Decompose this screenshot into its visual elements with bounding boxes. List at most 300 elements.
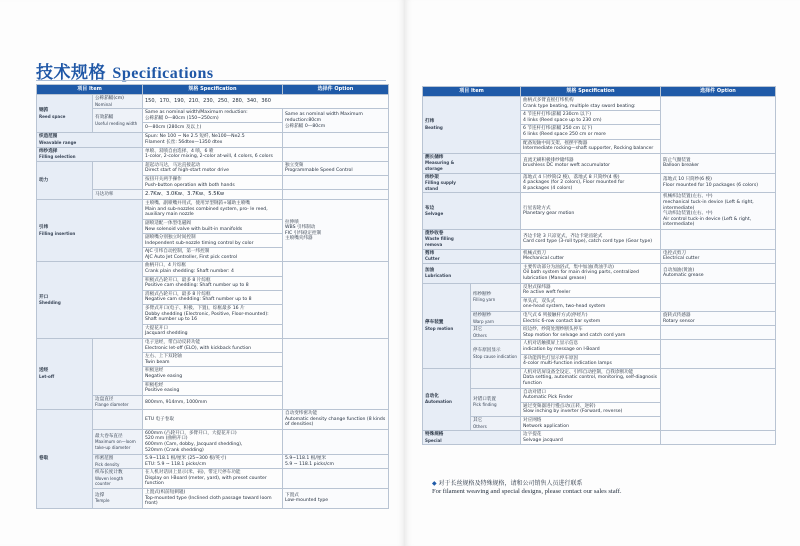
cell-text: Stop motion for selvage and catch cord yarn xyxy=(523,332,626,338)
row-spec xyxy=(143,305,283,325)
row-spec: ETU 电子卷取 xyxy=(143,409,283,429)
cell-text-en: Lubrication xyxy=(425,273,452,279)
cell-text: 副喷嘴分别独立时间控制 xyxy=(145,235,196,241)
cell-text-en: Stop motion xyxy=(425,325,454,331)
cell-text-en: Reed space xyxy=(39,113,66,119)
row-spec xyxy=(143,200,283,220)
cell-text: Automatic Pick Finder xyxy=(523,395,573,401)
row-spec xyxy=(143,248,283,262)
row-subcategory xyxy=(471,326,521,340)
cell-text: Filament 长丝: 56dtex—1350 dtex xyxy=(145,139,223,145)
cell-text: Dobby shedding (Electronic, Positive, Floor-mounted): Shaft number up to 16 xyxy=(145,311,269,323)
table-row xyxy=(37,339,389,353)
cell-text: 自动对错口 xyxy=(523,389,546,395)
row-option xyxy=(661,173,776,193)
cell-text-en: Selvage xyxy=(425,211,444,217)
row-option xyxy=(661,229,776,249)
cell-text: 超起动马达，马达直接起动 xyxy=(145,162,201,168)
cell-text: 4 links (Reed space up to 230 cm) xyxy=(523,117,602,123)
cell-text: 通过变频器进行慢点动(正转、逆转) xyxy=(523,403,596,409)
cell-text: Air control tuck-in device (Left & right, xyxy=(663,216,752,222)
cell-text: Intermediate rocking—shaft supporter, Rocking balancer xyxy=(523,146,654,152)
row-category xyxy=(423,229,521,249)
table-row xyxy=(37,262,389,276)
cell-text: Positive easing xyxy=(145,388,180,394)
cell-text: 人机对话屏设备全设定、引纬自动控制，自我诊断功能 xyxy=(523,369,634,375)
cell-text: Oil bath system for main driving parts, centralized xyxy=(523,270,639,276)
row-spec xyxy=(143,175,283,189)
cell-text: 积极送经 xyxy=(145,368,164,374)
row-subcategory xyxy=(471,368,521,388)
cell-text-en: stand xyxy=(425,185,439,191)
cell-text: New solenoid valve with built-in manifolds xyxy=(145,226,243,232)
row-subcategory xyxy=(93,395,143,409)
cell-text: 直流无刷积极排纱储纬器 xyxy=(523,157,574,163)
title-cn: 技术规格 xyxy=(36,63,106,83)
cell-text: 曲柄开口，4 片综框 xyxy=(145,263,187,269)
row-subcategory xyxy=(93,95,143,109)
cell-text: Electrical cutter xyxy=(663,256,700,262)
cell-text-en: Woven length counter xyxy=(95,475,124,487)
cell-text: 单喷、双喷自由选择、4 喷、6 喷 xyxy=(145,148,214,154)
cell-text: 自动变纬密功能 xyxy=(285,410,318,416)
row-spec xyxy=(521,388,661,402)
row-spec xyxy=(521,229,661,249)
cell-text: 520mm (Crank shedding) xyxy=(145,447,204,453)
cell-text: 测长储纬 xyxy=(425,154,444,160)
footnote-en: For filament weaving and special designs, please contact our sales staff. xyxy=(432,488,622,495)
cell-text: 剪纬 xyxy=(425,250,435,256)
row-option xyxy=(661,153,776,173)
row-subcategory xyxy=(471,340,521,368)
cell-text: Positive cam shedding: Shaft number up to 8 xyxy=(145,283,249,289)
cell-text: 6 节连杆打纬(筘幅 250 cm 以下) xyxy=(523,126,593,132)
table-row xyxy=(423,368,776,388)
row-spec xyxy=(521,312,661,326)
row-spec xyxy=(521,368,661,388)
cell-text-en: Beating xyxy=(425,124,443,130)
cell-text: 副喷适配一体型电磁阀 xyxy=(145,220,191,226)
cell-text: 行星齿轮方式 xyxy=(523,205,551,211)
table-row xyxy=(423,193,776,230)
cell-text: 主喷嘴夹纬器 xyxy=(285,236,313,242)
row-option xyxy=(283,147,389,161)
cell-text: 加油 xyxy=(425,267,435,273)
bullet-icon: ◆ xyxy=(432,480,439,487)
cell-text: 最大卷布直径 xyxy=(95,433,123,439)
cell-text: 有效筘幅 xyxy=(95,115,114,121)
row-spec xyxy=(521,340,661,354)
row-spec xyxy=(521,326,661,340)
cell-text: 曲柄式多臂直摇打纬机构 xyxy=(523,98,574,103)
cell-text: 单头式，双头式 xyxy=(523,298,556,304)
row-category xyxy=(423,249,521,263)
cell-text: 积极式凸轮开口，最多 8 片综框 xyxy=(145,277,211,283)
table-row xyxy=(37,133,389,147)
cell-text: 机械织边装置(左右、中) xyxy=(663,194,713,200)
row-spec xyxy=(521,297,661,311)
cell-text-en: Temple xyxy=(95,498,110,504)
table-row xyxy=(423,312,776,326)
cell-text: 电控式剪刀 xyxy=(663,250,686,256)
cell-text: Negative cam shedding: Shaft number up to 8 xyxy=(145,297,252,303)
row-option xyxy=(661,283,776,311)
row-option xyxy=(661,312,776,326)
cell-text: Display on I-Board (meter, yard), with preset counter function xyxy=(145,475,267,487)
cell-text: 对应网络 xyxy=(523,417,542,423)
cell-text: 旋转式传感器 xyxy=(663,313,691,318)
row-spec xyxy=(143,381,283,395)
cell-text: Planetary gear motion xyxy=(523,211,575,217)
cell-text: 1-color, 2-color mixing, 2-color at-will, 4 colors, 6 colors xyxy=(145,154,273,160)
cell-text-en: Special xyxy=(425,437,442,443)
cell-text-en: Nominal xyxy=(95,101,112,107)
cell-text: 多臂式开口(电子、积极、下置)，综框最多 16 片 xyxy=(145,306,245,312)
row-spec xyxy=(521,263,661,283)
row-category xyxy=(423,368,471,430)
cell-text: 4 packages (for 2 colors), Floor mounted for xyxy=(523,180,625,186)
cell-text: Crank type beating, multiple stay sword beating: xyxy=(523,103,636,109)
cell-text: 公称筘幅 0—80cm xyxy=(285,123,326,129)
row-subcategory xyxy=(93,339,143,396)
row-option xyxy=(283,455,389,469)
cell-text: 防止气圈装置 xyxy=(663,157,691,163)
row-category xyxy=(37,147,143,161)
cell-text: 送经 xyxy=(39,368,49,374)
row-subcategory xyxy=(471,283,521,311)
row-option xyxy=(661,340,776,368)
cell-text: 反射式探纬器 xyxy=(523,284,551,290)
cell-text: 人机对话触摸屏上显示信息 xyxy=(523,341,579,347)
cell-text: 纬纱架 xyxy=(425,174,439,180)
cell-text: 公称筘幅 0—80cm (150~250cm) xyxy=(145,115,219,121)
table-row xyxy=(423,229,776,249)
cell-text: 消极式凸轮开口，最多 8 片综框 xyxy=(145,291,211,297)
cell-text: 经纱断纱 xyxy=(473,313,492,318)
row-spec xyxy=(143,290,283,304)
cell-text-en: Let-off xyxy=(39,373,55,379)
col-item-header: 项目 Item xyxy=(37,85,143,95)
row-spec xyxy=(143,109,283,123)
row-subcategory xyxy=(93,469,143,489)
table-row xyxy=(37,161,389,175)
row-spec xyxy=(143,367,283,381)
cell-text: Main and sub-nozzles combined system, pro- le reed, auxiliary main nozzle xyxy=(145,206,268,218)
row-spec xyxy=(143,429,283,454)
row-spec xyxy=(521,153,661,173)
row-subcategory xyxy=(93,429,143,454)
row-category: 卷取 xyxy=(37,409,93,508)
cell-text: Floor mounted for 10 packages (6 colors) xyxy=(663,182,759,188)
row-spec xyxy=(143,339,283,353)
cell-text: Data setting, automatic control, monitoring, self-diagnosis function xyxy=(523,375,658,386)
cell-text: Re active weft feeler xyxy=(523,290,571,296)
row-category xyxy=(423,173,521,193)
row-option xyxy=(283,190,389,200)
cell-text: 520 mm (曲柄开口) xyxy=(145,436,188,442)
row-option xyxy=(283,175,389,189)
cell-text-en: Useful reeding width xyxy=(95,120,138,126)
cell-text: 布边 xyxy=(425,205,435,211)
row-subcategory xyxy=(471,388,521,416)
row-spec xyxy=(143,161,283,175)
cell-text-en: storage xyxy=(425,165,443,171)
row-spec xyxy=(143,353,283,367)
row-subcategory xyxy=(93,109,143,133)
cell-text: 按扭开关两手操作 xyxy=(145,176,182,182)
cell-text: 600mm (Cam, dobby, Jacquard shedding), xyxy=(145,441,243,447)
cell-text: Independent sub-nozzle timing control by color xyxy=(145,240,254,246)
row-subcategory xyxy=(93,455,143,469)
row-spec xyxy=(143,469,283,489)
row-spec xyxy=(521,354,661,368)
col-spec-header: 规格 Specification xyxy=(521,87,661,97)
cell-text: 拉伸喷 xyxy=(285,219,299,225)
cell-text: Direct start of high-start motor drive xyxy=(145,168,229,174)
title-divider xyxy=(36,80,386,81)
cell-text: 独立变频 xyxy=(285,162,304,168)
cell-text: Push-button operation with both hands xyxy=(145,182,235,188)
cell-text-en: Pick density xyxy=(95,461,120,467)
table-row xyxy=(423,263,776,283)
cell-text-en: Others xyxy=(473,332,487,338)
table-header xyxy=(37,85,389,95)
row-subcategory xyxy=(93,161,143,189)
cell-text-en: Pick finding xyxy=(473,402,497,408)
cell-text: 纬密范围 xyxy=(95,456,114,462)
cell-text: 钢筘 xyxy=(39,108,49,114)
cell-text: 织布长度计数 xyxy=(95,470,123,476)
table-row xyxy=(423,283,776,297)
table-row xyxy=(37,409,389,429)
cell-text: 积极松经 xyxy=(145,382,164,388)
spec-table-left xyxy=(36,84,389,509)
row-spec xyxy=(143,489,283,509)
spec-table-right xyxy=(422,86,776,445)
row-spec xyxy=(521,416,661,430)
cell-text: Low-mounted type xyxy=(285,498,329,504)
cell-text: 电子送经，带自动反转功能 xyxy=(145,340,201,345)
row-subcategory xyxy=(471,312,521,326)
row-category: 动力 xyxy=(37,161,93,199)
row-option xyxy=(283,409,389,429)
row-spec xyxy=(521,111,661,125)
cell-text: 6 links (Reed space 250 cm or more xyxy=(523,131,606,137)
cell-text: 引纬 xyxy=(39,225,49,231)
row-category xyxy=(37,95,93,133)
cell-text-en: Filling insertion xyxy=(39,230,76,236)
cell-text: 多功能四色灯显示停车原因 xyxy=(523,355,579,361)
cell-text: mechanical tuck-in device (Left & right, xyxy=(663,199,754,205)
table-header xyxy=(423,87,776,97)
cell-text: Negative easing xyxy=(145,373,183,379)
cell-text: 机械式剪刀 xyxy=(523,250,546,256)
cell-text: 主喷嘴、副喷嘴并用式，使用异型钢筘+辅助主喷嘴 xyxy=(145,201,250,207)
cell-text: 8 packages (4 colors) xyxy=(523,185,573,191)
cell-text-en: Filling yarn xyxy=(473,297,496,303)
cell-text: FIC 引纬稳定控制 xyxy=(285,230,322,236)
row-category xyxy=(423,431,521,445)
row-spec xyxy=(521,402,661,416)
row-spec xyxy=(521,139,661,153)
row-spec: 2.7Kw、3.0Kw、3.7Kw、5.5Kw xyxy=(143,190,283,200)
cell-text: 5.9~118.1 根/厘米 (25~300 根/英寸) xyxy=(145,456,227,462)
row-category xyxy=(37,262,143,339)
row-category xyxy=(37,133,143,147)
cell-text: 4 节连杆打纬(筘幅 230cm 以下) xyxy=(523,112,592,118)
cell-text: 公称筘幅(cm) xyxy=(95,96,124,101)
cell-text: ETU: 5.9 ~ 118.1 picks/cm xyxy=(145,461,207,467)
cell-text: Same as nominal width Maximum xyxy=(285,112,363,118)
row-category xyxy=(423,97,521,154)
row-subcategory: 马达功率 xyxy=(93,190,143,200)
cell-text: 4-color multi-function indication lamps xyxy=(523,361,612,367)
row-spec xyxy=(143,324,283,338)
cell-text: reduction:80cm xyxy=(285,117,322,123)
table-row xyxy=(37,200,389,220)
row-option xyxy=(283,109,389,133)
cell-text-en: Shedding xyxy=(39,300,61,306)
cell-text-en: Cutter xyxy=(425,256,440,262)
table-row xyxy=(423,173,776,193)
row-subcategory xyxy=(471,416,521,430)
cell-text: 600mm (凸轮开口，多臂开口，大提花开口) xyxy=(145,430,237,436)
row-spec xyxy=(143,219,283,233)
cell-text: 齐边卡轮 3 只凉宽式，齐边卡轮齿轮式 xyxy=(523,233,603,239)
col-item-header: 项目 Item xyxy=(423,87,521,97)
cell-text: 大提花开口 xyxy=(145,325,168,331)
cell-text-en: Filling supply xyxy=(425,180,456,186)
cell-text: WBS 引纬制动 xyxy=(285,225,316,231)
cell-text: Selvage jacquard xyxy=(523,437,563,443)
row-option xyxy=(661,193,776,230)
cell-text: 特殊规格 xyxy=(425,432,444,438)
cell-text: Twin beam xyxy=(145,359,170,365)
cell-text: brushless DC motor weft accumulator xyxy=(523,163,610,169)
row-subcategory xyxy=(93,409,143,429)
cell-text: 打纬 xyxy=(425,119,435,125)
cell-text: 纬纱断纱 xyxy=(473,291,492,297)
row-option xyxy=(661,368,776,430)
row-option xyxy=(661,431,776,445)
row-spec xyxy=(143,455,283,469)
cell-text: 气动织边装置(左右、中) xyxy=(663,211,713,217)
cell-text-en: Automation xyxy=(425,399,452,405)
cell-text: Spun: Ne 100 ~ Ne 2.5 短纤, Ne100—Ne2.5 xyxy=(145,134,245,140)
row-option xyxy=(661,97,776,154)
cell-text: 5.9 ~ 118.1 picks/cm xyxy=(285,461,335,467)
row-category xyxy=(423,263,521,283)
row-spec xyxy=(521,431,661,445)
row-spec xyxy=(521,173,661,193)
cell-text: Mechanical cutter xyxy=(523,256,565,262)
cell-text: AJC Auto Jet Controller, First pick control xyxy=(145,254,238,260)
row-spec xyxy=(521,193,661,230)
cell-text: Crank plain shedding: Shaft number: 4 xyxy=(145,269,234,275)
row-option xyxy=(283,133,389,147)
cell-text: 停车原因显示 xyxy=(473,348,501,354)
row-spec xyxy=(143,133,283,147)
cell-text: Electric 6-row contact bar system xyxy=(523,318,601,324)
row-category xyxy=(37,339,93,410)
cell-text: Automatic density change function (8 kinds of densities) xyxy=(285,416,386,428)
cell-text: 绞边纱、纱筒处理纱断头停车 xyxy=(523,327,583,333)
footnote-cn: 对于长丝规格及特殊规格，请和公司销售人员进行联系 xyxy=(438,480,583,487)
cell-text: Electronic let-off (ELO), with kickback function xyxy=(145,345,252,351)
col-option-header: 选择件 Option xyxy=(661,87,776,97)
row-option xyxy=(283,339,389,410)
cell-text: 其它 xyxy=(473,327,483,333)
cell-text: 其它 xyxy=(473,417,483,423)
cell-text: Same as nominal width/Maximum reduction: xyxy=(145,110,248,116)
cell-text: 对错口装置 xyxy=(473,396,496,402)
cell-text: Top-mounted type (Inclined cloth passage toward loom front) xyxy=(145,495,272,507)
row-option xyxy=(283,429,389,454)
row-spec xyxy=(521,125,661,139)
table-row xyxy=(423,431,776,445)
row-category xyxy=(37,200,143,262)
cell-text-en: Maximum on—loom xyxy=(95,439,136,445)
cell-text: intermediate) xyxy=(663,222,695,228)
col-spec-header: 规格 Specification xyxy=(143,85,283,95)
cell-text: Jacquard shedding xyxy=(145,331,188,337)
title-en: Specifications xyxy=(112,65,214,82)
row-option xyxy=(661,326,776,340)
row-option xyxy=(661,263,776,283)
table-row xyxy=(423,249,776,263)
cell-text: 边撑 xyxy=(95,492,105,498)
cell-text: 纬纱选择 xyxy=(39,148,58,154)
cell-text: Rotary sensor xyxy=(663,318,695,324)
row-spec xyxy=(521,283,661,297)
cell-text: 下置式 xyxy=(285,492,299,498)
cell-text: 废纱收卷 xyxy=(425,230,444,236)
row-option xyxy=(283,200,389,262)
cell-text: Card cord type (3-roll type), catch cord type (Gear type) xyxy=(523,239,653,245)
cell-text: Network application xyxy=(523,423,569,429)
cell-text-en: Filling selection xyxy=(39,154,76,160)
cell-text: 配备短轴中间支架、摇摆平衡器 xyxy=(523,140,588,146)
cell-text: 落地式 4 只纱筒(2 梭)，落地式 8 只筒纱(4 梭) xyxy=(523,174,620,180)
cell-text-en: Warp yarn xyxy=(473,318,495,324)
cell-text: Balloon breaker xyxy=(663,163,700,169)
row-spec xyxy=(143,234,283,248)
cell-text: 边盘直径 xyxy=(95,396,114,402)
row-spec xyxy=(521,249,661,263)
cell-text: 边字提花 xyxy=(523,432,542,438)
cell-text: lubrication (Manual grease) xyxy=(523,276,587,282)
cell-text: AJC 引纬自动控制，第一纬控制 xyxy=(145,249,210,255)
cell-text: 主要传动部分为油浴式，集中加油(黄油手动) xyxy=(523,264,614,270)
row-category xyxy=(423,153,521,173)
table-row xyxy=(423,153,776,173)
cell-text: 5.9~118.1 根/厘米 xyxy=(285,456,327,462)
table-row xyxy=(37,147,389,161)
row-spec xyxy=(521,97,661,111)
row-option xyxy=(661,249,776,263)
row-subcategory xyxy=(93,489,143,509)
cell-text: 自动加油(黄油) xyxy=(663,267,695,273)
row-option xyxy=(283,469,389,489)
row-spec: 0—80cm (280cm 及以上) xyxy=(143,123,283,133)
col-option-header: 选择件 Option xyxy=(283,85,389,95)
cell-text: one-head system, two-head system xyxy=(523,304,606,310)
cell-text: intermediate) xyxy=(663,205,695,211)
row-spec xyxy=(143,147,283,161)
row-option xyxy=(283,161,389,175)
row-category xyxy=(423,283,471,368)
cell-text-en: Waste filling xyxy=(425,236,454,242)
